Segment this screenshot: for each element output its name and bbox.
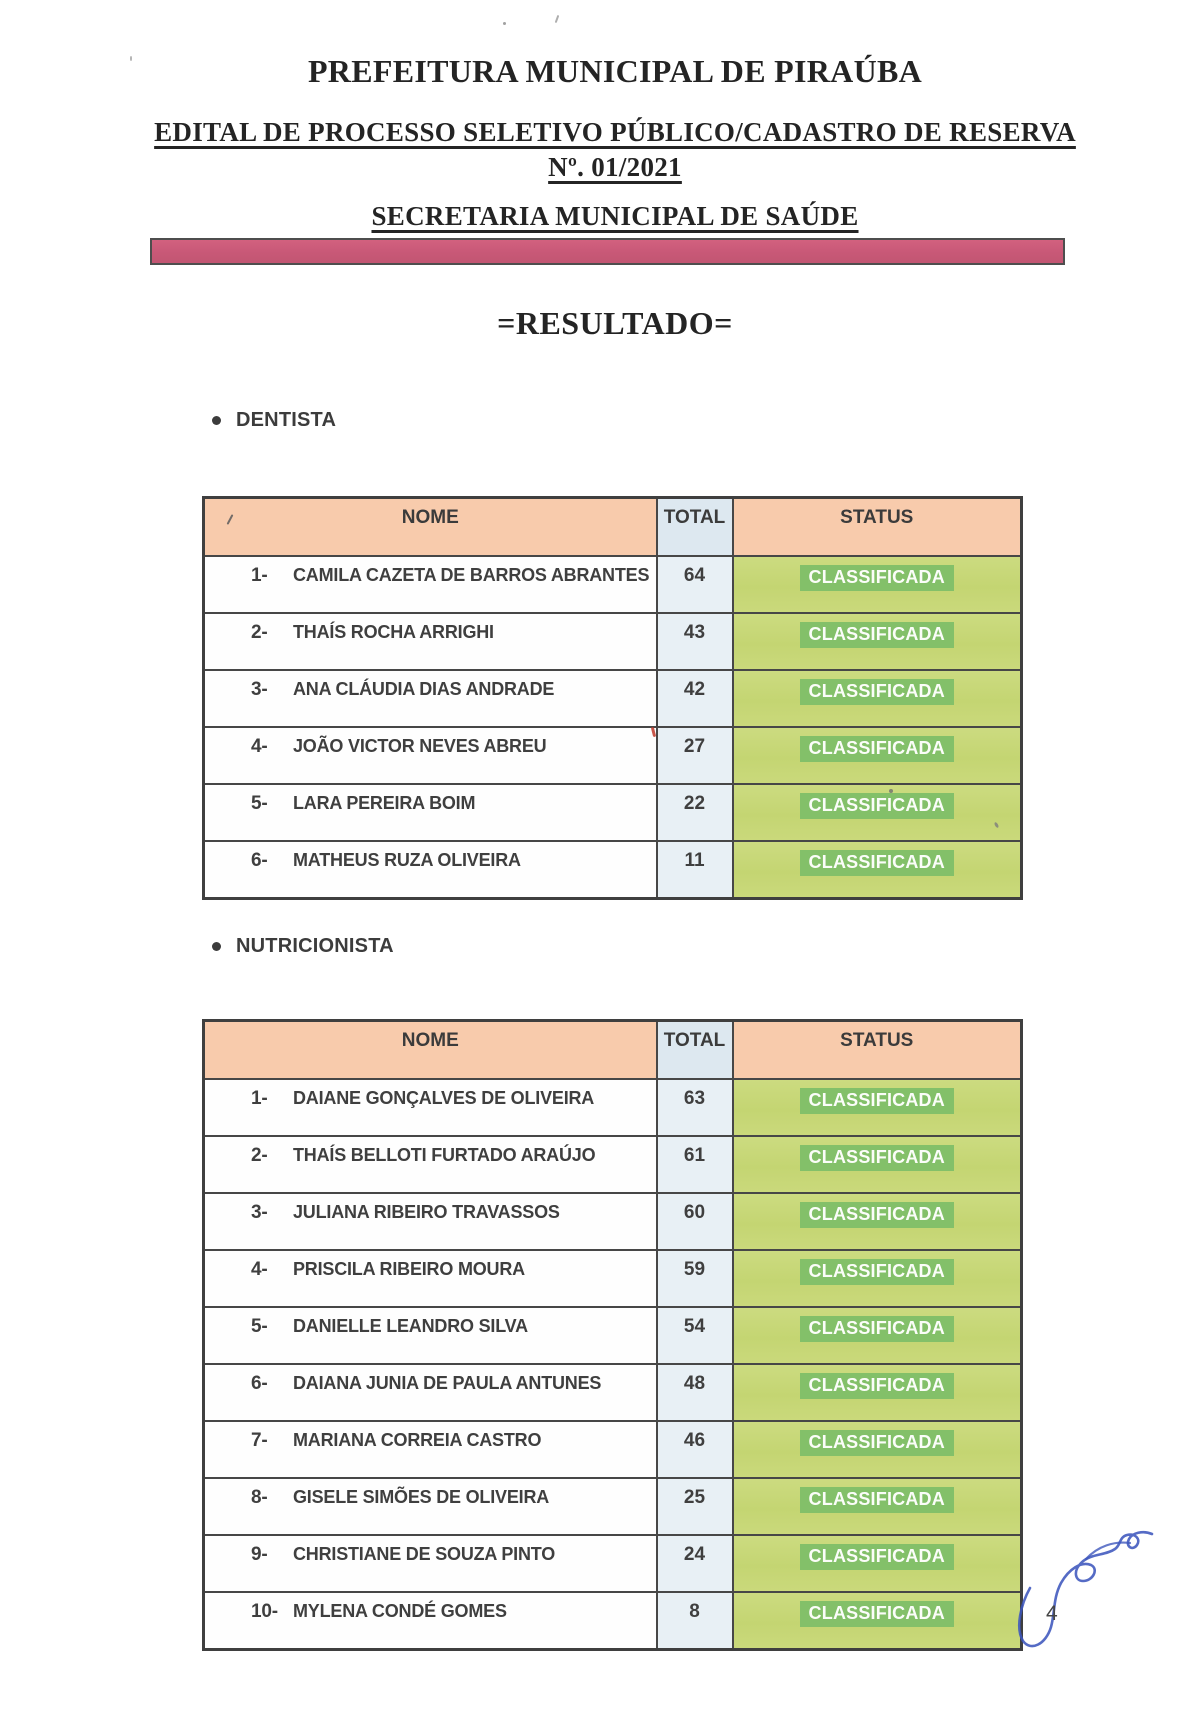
status-cell bbox=[733, 1364, 1022, 1421]
name-cell bbox=[204, 1421, 657, 1478]
rank-label: 5- bbox=[251, 793, 268, 814]
handwritten-signature bbox=[990, 1528, 1170, 1660]
status-badge: CLASSIFICADA bbox=[800, 793, 954, 819]
table-row bbox=[204, 613, 1022, 670]
name-cell bbox=[204, 1592, 657, 1650]
rank-label: 9- bbox=[251, 1544, 268, 1565]
status-badge: CLASSIFICADA bbox=[800, 1544, 954, 1570]
status-badge: CLASSIFICADA bbox=[800, 1145, 954, 1171]
table-row bbox=[204, 1364, 1022, 1421]
total-cell: 11 bbox=[657, 841, 733, 899]
section-heading-label: DENTISTA bbox=[236, 409, 337, 431]
total-cell: 24 bbox=[657, 1535, 733, 1592]
total-cell: 27 bbox=[657, 727, 733, 784]
candidate-name: JOÃO VICTOR NEVES ABREU bbox=[293, 736, 547, 756]
status-cell bbox=[733, 1250, 1022, 1307]
table-row bbox=[204, 1421, 1022, 1478]
rank-label: 4- bbox=[251, 736, 268, 757]
candidate-name: DANIELLE LEANDRO SILVA bbox=[293, 1316, 528, 1336]
candidate-name: DAIANA JUNIA DE PAULA ANTUNES bbox=[293, 1373, 602, 1393]
table-row bbox=[204, 1307, 1022, 1364]
status-cell bbox=[733, 784, 1022, 841]
table-row bbox=[204, 1478, 1022, 1535]
candidate-name: MARIANA CORREIA CASTRO bbox=[293, 1430, 542, 1450]
candidate-name: DAIANE GONÇALVES DE OLIVEIRA bbox=[293, 1088, 595, 1108]
scan-speck bbox=[889, 789, 893, 793]
bullet-icon bbox=[212, 942, 221, 951]
total-cell: 64 bbox=[657, 556, 733, 613]
total-cell: 61 bbox=[657, 1136, 733, 1193]
status-cell bbox=[733, 1079, 1022, 1136]
name-cell bbox=[204, 1478, 657, 1535]
red-banner-bar bbox=[150, 238, 1065, 265]
total-cell: 48 bbox=[657, 1364, 733, 1421]
table-row bbox=[204, 556, 1022, 613]
status-cell bbox=[733, 556, 1022, 613]
table-row bbox=[204, 841, 1022, 899]
name-cell bbox=[204, 670, 657, 727]
candidate-name: MYLENA CONDÉ GOMES bbox=[293, 1601, 507, 1621]
candidate-name: CHRISTIANE DE SOUZA PINTO bbox=[293, 1544, 556, 1564]
status-cell bbox=[733, 670, 1022, 727]
table-header-row bbox=[204, 1021, 1022, 1080]
document-title: PREFEITURA MUNICIPAL DE PIRAÚBA bbox=[307, 53, 923, 89]
status-cell bbox=[733, 1307, 1022, 1364]
status-cell bbox=[733, 613, 1022, 670]
column-header-total: TOTAL bbox=[657, 1021, 733, 1080]
rank-label: 3- bbox=[251, 1202, 268, 1223]
total-cell: 46 bbox=[657, 1421, 733, 1478]
rank-label: 5- bbox=[251, 1316, 268, 1337]
result-heading: =RESULTADO= bbox=[497, 305, 733, 341]
candidate-name: GISELE SIMÕES DE OLIVEIRA bbox=[293, 1487, 550, 1507]
status-badge: CLASSIFICADA bbox=[800, 1088, 954, 1114]
status-badge: CLASSIFICADA bbox=[800, 1430, 954, 1456]
rank-label: 7- bbox=[251, 1430, 268, 1451]
rank-label: 8- bbox=[251, 1487, 268, 1508]
rank-label: 1- bbox=[251, 1088, 268, 1109]
scan-speck bbox=[130, 56, 132, 61]
table-row bbox=[204, 784, 1022, 841]
name-cell bbox=[204, 1079, 657, 1136]
total-cell: 54 bbox=[657, 1307, 733, 1364]
department-heading: SECRETARIA MUNICIPAL DE SAÚDE bbox=[371, 201, 859, 231]
total-cell: 25 bbox=[657, 1478, 733, 1535]
name-cell bbox=[204, 1250, 657, 1307]
table-row bbox=[204, 1193, 1022, 1250]
section-heading-dentista bbox=[212, 409, 336, 432]
status-cell bbox=[733, 1478, 1022, 1535]
rank-label: 6- bbox=[251, 850, 268, 871]
total-cell: 22 bbox=[657, 784, 733, 841]
section-heading-label: NUTRICIONISTA bbox=[236, 935, 394, 957]
name-cell bbox=[204, 613, 657, 670]
rank-label: 3- bbox=[251, 679, 268, 700]
table-row bbox=[204, 1592, 1022, 1650]
total-cell: 8 bbox=[657, 1592, 733, 1650]
status-badge: CLASSIFICADA bbox=[800, 1601, 954, 1627]
candidate-name: JULIANA RIBEIRO TRAVASSOS bbox=[293, 1202, 560, 1222]
rank-label: 4- bbox=[251, 1259, 268, 1280]
table-row bbox=[204, 1535, 1022, 1592]
name-cell bbox=[204, 727, 657, 784]
total-cell: 60 bbox=[657, 1193, 733, 1250]
status-cell bbox=[733, 1193, 1022, 1250]
table-row bbox=[204, 1250, 1022, 1307]
candidate-name: MATHEUS RUZA OLIVEIRA bbox=[293, 850, 521, 870]
bullet-icon bbox=[212, 416, 221, 425]
candidate-name: ANA CLÁUDIA DIAS ANDRADE bbox=[293, 679, 555, 699]
table-header-row bbox=[204, 498, 1022, 557]
dentista-results-table bbox=[202, 496, 1023, 900]
column-header-status: STATUS bbox=[733, 1021, 1022, 1080]
edital-heading-line1: EDITAL DE PROCESSO SELETIVO PÚBLICO/CADASTRO DE RESERVA bbox=[154, 117, 1076, 147]
status-badge: CLASSIFICADA bbox=[800, 1259, 954, 1285]
scan-speck bbox=[503, 22, 506, 25]
table-row bbox=[204, 727, 1022, 784]
status-badge: CLASSIFICADA bbox=[800, 736, 954, 762]
nutricionista-results-table bbox=[202, 1019, 1023, 1651]
table-row bbox=[204, 670, 1022, 727]
status-badge: CLASSIFICADA bbox=[800, 565, 954, 591]
edital-heading-line2: Nº. 01/2021 bbox=[548, 152, 682, 182]
status-badge: CLASSIFICADA bbox=[800, 1373, 954, 1399]
status-badge: CLASSIFICADA bbox=[800, 1202, 954, 1228]
name-cell bbox=[204, 1535, 657, 1592]
status-cell bbox=[733, 727, 1022, 784]
status-badge: CLASSIFICADA bbox=[800, 1487, 954, 1513]
status-badge: CLASSIFICADA bbox=[800, 1316, 954, 1342]
rank-label: 2- bbox=[251, 1145, 268, 1166]
column-header-nome: NOME bbox=[204, 1021, 657, 1080]
status-cell bbox=[733, 841, 1022, 899]
rank-label: 6- bbox=[251, 1373, 268, 1394]
candidate-name: CAMILA CAZETA DE BARROS ABRANTES bbox=[293, 565, 650, 585]
name-cell bbox=[204, 784, 657, 841]
candidate-name: PRISCILA RIBEIRO MOURA bbox=[293, 1259, 525, 1279]
name-cell bbox=[204, 1307, 657, 1364]
section-heading-nutricionista bbox=[212, 935, 394, 958]
rank-label: 10- bbox=[251, 1601, 278, 1622]
column-header-total: TOTAL bbox=[657, 498, 733, 557]
status-badge: CLASSIFICADA bbox=[800, 850, 954, 876]
total-cell: 63 bbox=[657, 1079, 733, 1136]
column-header-status: STATUS bbox=[733, 498, 1022, 557]
name-cell bbox=[204, 1136, 657, 1193]
page-number: 4 bbox=[1046, 1602, 1058, 1625]
name-cell bbox=[204, 1193, 657, 1250]
status-cell bbox=[733, 1592, 1022, 1650]
rank-label: 2- bbox=[251, 622, 268, 643]
name-cell bbox=[204, 1364, 657, 1421]
scan-speck bbox=[555, 15, 560, 23]
total-cell: 43 bbox=[657, 613, 733, 670]
column-header-nome: NOME bbox=[204, 498, 657, 557]
candidate-name: LARA PEREIRA BOIM bbox=[293, 793, 476, 813]
status-cell bbox=[733, 1535, 1022, 1592]
status-badge: CLASSIFICADA bbox=[800, 622, 954, 648]
candidate-name: THAÍS BELLOTI FURTADO ARAÚJO bbox=[293, 1145, 596, 1165]
status-badge: CLASSIFICADA bbox=[800, 679, 954, 705]
table-row bbox=[204, 1079, 1022, 1136]
candidate-name: THAÍS ROCHA ARRIGHI bbox=[293, 622, 494, 642]
total-cell: 59 bbox=[657, 1250, 733, 1307]
total-cell: 42 bbox=[657, 670, 733, 727]
status-cell bbox=[733, 1421, 1022, 1478]
rank-label: 1- bbox=[251, 565, 268, 586]
name-cell bbox=[204, 841, 657, 899]
status-cell bbox=[733, 1136, 1022, 1193]
table-row bbox=[204, 1136, 1022, 1193]
name-cell bbox=[204, 556, 657, 613]
